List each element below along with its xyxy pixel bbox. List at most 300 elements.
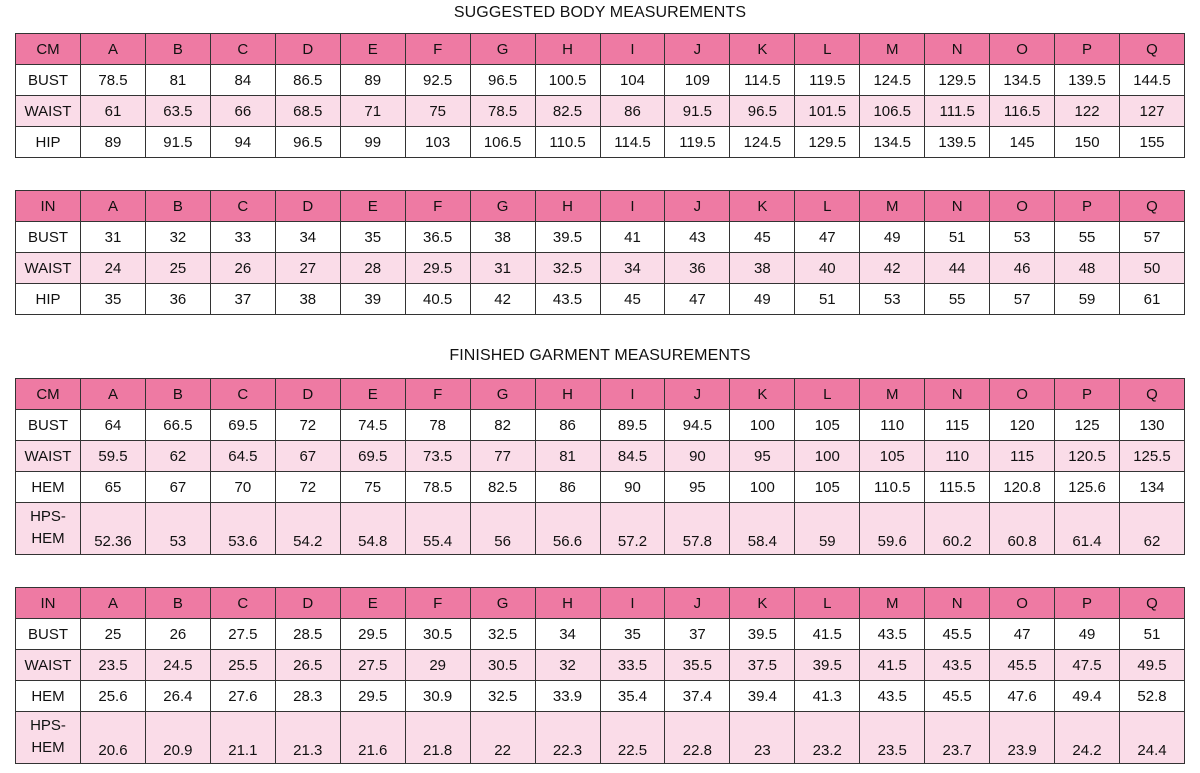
size-header-cell: E	[340, 34, 405, 65]
header-row	[16, 191, 1185, 222]
table-row	[16, 650, 1185, 681]
value-cell: 20.9	[145, 712, 210, 764]
size-header-cell: H	[535, 379, 600, 410]
size-header-cell: M	[860, 379, 925, 410]
size-header-cell: L	[795, 588, 860, 619]
value-cell: 58.4	[730, 503, 795, 555]
size-header-cell: F	[405, 34, 470, 65]
value-cell: 49.5	[1120, 650, 1185, 681]
value-cell: 53	[860, 284, 925, 315]
value-cell: 39.5	[795, 650, 860, 681]
value-cell: 94	[210, 127, 275, 158]
value-cell: 47.5	[1055, 650, 1120, 681]
value-cell: 120.8	[990, 472, 1055, 503]
value-cell: 71	[340, 96, 405, 127]
value-cell: 86	[535, 410, 600, 441]
value-cell: 106.5	[470, 127, 535, 158]
unit-header-cell: CM	[16, 34, 81, 65]
value-cell: 105	[795, 472, 860, 503]
size-header-cell: L	[795, 34, 860, 65]
value-cell: 134	[1120, 472, 1185, 503]
value-cell: 32.5	[470, 619, 535, 650]
value-cell: 31	[81, 222, 146, 253]
value-cell: 100	[730, 410, 795, 441]
size-header-cell: O	[990, 34, 1055, 65]
size-header-cell: N	[925, 191, 990, 222]
size-header-cell: B	[145, 379, 210, 410]
value-cell: 72	[275, 410, 340, 441]
value-cell: 57	[990, 284, 1055, 315]
value-cell: 44	[925, 253, 990, 284]
value-cell: 115	[925, 410, 990, 441]
table-row	[16, 441, 1185, 472]
value-cell: 57.8	[665, 503, 730, 555]
table-row	[16, 681, 1185, 712]
value-cell: 115	[990, 441, 1055, 472]
size-header-cell: B	[145, 191, 210, 222]
value-cell: 26	[210, 253, 275, 284]
value-cell: 99	[340, 127, 405, 158]
value-cell: 40.5	[405, 284, 470, 315]
value-cell: 27.6	[210, 681, 275, 712]
size-header-cell: E	[340, 379, 405, 410]
value-cell: 25	[81, 619, 146, 650]
size-header-cell: A	[81, 379, 146, 410]
size-header-cell: Q	[1120, 379, 1185, 410]
value-cell: 35.5	[665, 650, 730, 681]
size-header-cell: D	[275, 588, 340, 619]
value-cell: 20.6	[81, 712, 146, 764]
size-header-cell: C	[210, 379, 275, 410]
value-cell: 110	[860, 410, 925, 441]
value-cell: 48	[1055, 253, 1120, 284]
size-header-cell: F	[405, 379, 470, 410]
value-cell: 116.5	[990, 96, 1055, 127]
value-cell: 74.5	[340, 410, 405, 441]
value-cell: 25.6	[81, 681, 146, 712]
value-cell: 59.5	[81, 441, 146, 472]
value-cell: 105	[795, 410, 860, 441]
table-row	[16, 472, 1185, 503]
row-label-cell: WAIST	[16, 96, 81, 127]
value-cell: 69.5	[210, 410, 275, 441]
value-cell: 110	[925, 441, 990, 472]
value-cell: 30.5	[470, 650, 535, 681]
value-cell: 139.5	[1055, 65, 1120, 96]
value-cell: 27.5	[210, 619, 275, 650]
value-cell: 35	[340, 222, 405, 253]
value-cell: 29.5	[340, 681, 405, 712]
value-cell: 26	[145, 619, 210, 650]
value-cell: 32.5	[535, 253, 600, 284]
value-cell: 122	[1055, 96, 1120, 127]
value-cell: 55	[1055, 222, 1120, 253]
header-row	[16, 34, 1185, 65]
size-header-cell: J	[665, 191, 730, 222]
value-cell: 33.5	[600, 650, 665, 681]
size-header-cell: K	[730, 588, 795, 619]
value-cell: 41	[600, 222, 665, 253]
value-cell: 56	[470, 503, 535, 555]
value-cell: 109	[665, 65, 730, 96]
value-cell: 27	[275, 253, 340, 284]
value-cell: 27.5	[340, 650, 405, 681]
value-cell: 78	[405, 410, 470, 441]
value-cell: 38	[470, 222, 535, 253]
size-header-cell: I	[600, 34, 665, 65]
row-label-cell: HEM	[16, 472, 81, 503]
value-cell: 150	[1055, 127, 1120, 158]
size-header-cell: G	[470, 379, 535, 410]
value-cell: 54.8	[340, 503, 405, 555]
value-cell: 25	[145, 253, 210, 284]
value-cell: 21.3	[275, 712, 340, 764]
value-cell: 130	[1120, 410, 1185, 441]
size-header-cell: H	[535, 191, 600, 222]
value-cell: 31	[470, 253, 535, 284]
size-header-cell: K	[730, 379, 795, 410]
value-cell: 28.3	[275, 681, 340, 712]
value-cell: 134.5	[990, 65, 1055, 96]
value-cell: 55.4	[405, 503, 470, 555]
value-cell: 59.6	[860, 503, 925, 555]
table-garment-cm	[15, 378, 1185, 555]
table-row	[16, 253, 1185, 284]
value-cell: 64.5	[210, 441, 275, 472]
value-cell: 57.2	[600, 503, 665, 555]
value-cell: 45	[730, 222, 795, 253]
value-cell: 24.5	[145, 650, 210, 681]
value-cell: 26.4	[145, 681, 210, 712]
row-label-cell: HEM	[16, 681, 81, 712]
value-cell: 46	[990, 253, 1055, 284]
value-cell: 49	[730, 284, 795, 315]
value-cell: 139.5	[925, 127, 990, 158]
value-cell: 37.4	[665, 681, 730, 712]
value-cell: 67	[275, 441, 340, 472]
value-cell: 95	[665, 472, 730, 503]
value-cell: 21.1	[210, 712, 275, 764]
value-cell: 38	[275, 284, 340, 315]
value-cell: 114.5	[730, 65, 795, 96]
value-cell: 52.8	[1120, 681, 1185, 712]
value-cell: 53	[145, 503, 210, 555]
size-header-cell: I	[600, 379, 665, 410]
value-cell: 53.6	[210, 503, 275, 555]
value-cell: 70	[210, 472, 275, 503]
value-cell: 111.5	[925, 96, 990, 127]
size-header-cell: P	[1055, 34, 1120, 65]
size-header-cell: C	[210, 588, 275, 619]
value-cell: 110.5	[535, 127, 600, 158]
value-cell: 47	[665, 284, 730, 315]
value-cell: 81	[535, 441, 600, 472]
value-cell: 104	[600, 65, 665, 96]
table-row	[16, 712, 1185, 764]
value-cell: 100	[730, 472, 795, 503]
value-cell: 32	[145, 222, 210, 253]
value-cell: 23.5	[81, 650, 146, 681]
table-row	[16, 222, 1185, 253]
size-header-cell: H	[535, 588, 600, 619]
value-cell: 59	[1055, 284, 1120, 315]
row-label-line: HEM	[31, 530, 65, 547]
size-header-cell: F	[405, 191, 470, 222]
size-header-cell: A	[81, 34, 146, 65]
row-label-cell: WAIST	[16, 650, 81, 681]
value-cell: 144.5	[1120, 65, 1185, 96]
unit-header-cell: IN	[16, 191, 81, 222]
size-header-cell: G	[470, 34, 535, 65]
value-cell: 38	[730, 253, 795, 284]
value-cell: 86	[600, 96, 665, 127]
size-header-cell: K	[730, 191, 795, 222]
value-cell: 40	[795, 253, 860, 284]
value-cell: 119.5	[665, 127, 730, 158]
value-cell: 23	[730, 712, 795, 764]
size-header-cell: J	[665, 34, 730, 65]
value-cell: 56.6	[535, 503, 600, 555]
value-cell: 35	[600, 619, 665, 650]
value-cell: 45	[600, 284, 665, 315]
value-cell: 103	[405, 127, 470, 158]
size-header-cell: P	[1055, 588, 1120, 619]
value-cell: 50	[1120, 253, 1185, 284]
table-body-cm	[15, 33, 1185, 158]
value-cell: 86.5	[275, 65, 340, 96]
value-cell: 32	[535, 650, 600, 681]
size-header-cell: P	[1055, 191, 1120, 222]
value-cell: 84.5	[600, 441, 665, 472]
value-cell: 124.5	[860, 65, 925, 96]
value-cell: 82.5	[470, 472, 535, 503]
value-cell: 41.3	[795, 681, 860, 712]
value-cell: 22.5	[600, 712, 665, 764]
value-cell: 34	[600, 253, 665, 284]
value-cell: 100.5	[535, 65, 600, 96]
value-cell: 101.5	[795, 96, 860, 127]
value-cell: 115.5	[925, 472, 990, 503]
size-header-cell: J	[665, 588, 730, 619]
size-header-cell: D	[275, 191, 340, 222]
size-header-cell: N	[925, 34, 990, 65]
value-cell: 94.5	[665, 410, 730, 441]
value-cell: 23.5	[860, 712, 925, 764]
table-row	[16, 96, 1185, 127]
value-cell: 125	[1055, 410, 1120, 441]
value-cell: 53	[990, 222, 1055, 253]
row-label-cell: HIP	[16, 127, 81, 158]
value-cell: 30.9	[405, 681, 470, 712]
table-row	[16, 410, 1185, 441]
row-label-cell: BUST	[16, 222, 81, 253]
row-label-line: HPS-	[30, 508, 66, 525]
value-cell: 96.5	[470, 65, 535, 96]
value-cell: 95	[730, 441, 795, 472]
value-cell: 60.8	[990, 503, 1055, 555]
value-cell: 36.5	[405, 222, 470, 253]
size-header-cell: P	[1055, 379, 1120, 410]
size-header-cell: M	[860, 588, 925, 619]
size-header-cell: B	[145, 34, 210, 65]
value-cell: 45.5	[990, 650, 1055, 681]
value-cell: 55	[925, 284, 990, 315]
value-cell: 22	[470, 712, 535, 764]
value-cell: 49.4	[1055, 681, 1120, 712]
value-cell: 73.5	[405, 441, 470, 472]
value-cell: 61.4	[1055, 503, 1120, 555]
size-header-cell: Q	[1120, 34, 1185, 65]
value-cell: 39.5	[730, 619, 795, 650]
unit-header-cell: IN	[16, 588, 81, 619]
value-cell: 39	[340, 284, 405, 315]
value-cell: 86	[535, 472, 600, 503]
value-cell: 23.9	[990, 712, 1055, 764]
size-header-cell: E	[340, 588, 405, 619]
size-header-cell: E	[340, 191, 405, 222]
value-cell: 59	[795, 503, 860, 555]
value-cell: 29.5	[340, 619, 405, 650]
value-cell: 91.5	[665, 96, 730, 127]
value-cell: 110.5	[860, 472, 925, 503]
row-label-cell	[16, 503, 81, 555]
value-cell: 28.5	[275, 619, 340, 650]
row-label-cell: HIP	[16, 284, 81, 315]
value-cell: 51	[1120, 619, 1185, 650]
value-cell: 33.9	[535, 681, 600, 712]
value-cell: 134.5	[860, 127, 925, 158]
value-cell: 28	[340, 253, 405, 284]
value-cell: 62	[1120, 503, 1185, 555]
value-cell: 45.5	[925, 681, 990, 712]
value-cell: 45.5	[925, 619, 990, 650]
value-cell: 61	[81, 96, 146, 127]
value-cell: 21.6	[340, 712, 405, 764]
value-cell: 90	[665, 441, 730, 472]
value-cell: 78.5	[405, 472, 470, 503]
value-cell: 120	[990, 410, 1055, 441]
value-cell: 23.7	[925, 712, 990, 764]
value-cell: 106.5	[860, 96, 925, 127]
value-cell: 41.5	[860, 650, 925, 681]
value-cell: 63.5	[145, 96, 210, 127]
size-header-cell: M	[860, 34, 925, 65]
value-cell: 21.8	[405, 712, 470, 764]
value-cell: 37	[665, 619, 730, 650]
row-label-cell	[16, 712, 81, 764]
value-cell: 89	[340, 65, 405, 96]
size-header-cell: Q	[1120, 588, 1185, 619]
row-label-cell: WAIST	[16, 253, 81, 284]
size-header-cell: G	[470, 191, 535, 222]
value-cell: 66.5	[145, 410, 210, 441]
value-cell: 41.5	[795, 619, 860, 650]
value-cell: 155	[1120, 127, 1185, 158]
value-cell: 47.6	[990, 681, 1055, 712]
value-cell: 96.5	[275, 127, 340, 158]
value-cell: 51	[925, 222, 990, 253]
size-header-cell: N	[925, 379, 990, 410]
value-cell: 49	[1055, 619, 1120, 650]
value-cell: 24	[81, 253, 146, 284]
size-header-cell: O	[990, 191, 1055, 222]
value-cell: 78.5	[470, 96, 535, 127]
size-header-cell: D	[275, 379, 340, 410]
value-cell: 124.5	[730, 127, 795, 158]
value-cell: 105	[860, 441, 925, 472]
value-cell: 34	[535, 619, 600, 650]
size-header-cell: L	[795, 191, 860, 222]
value-cell: 68.5	[275, 96, 340, 127]
value-cell: 39.5	[535, 222, 600, 253]
value-cell: 127	[1120, 96, 1185, 127]
section-title-garment: FINISHED GARMENT MEASUREMENTS	[449, 347, 751, 364]
size-header-cell: F	[405, 588, 470, 619]
value-cell: 77	[470, 441, 535, 472]
value-cell: 72	[275, 472, 340, 503]
value-cell: 96.5	[730, 96, 795, 127]
value-cell: 89.5	[600, 410, 665, 441]
value-cell: 66	[210, 96, 275, 127]
value-cell: 120.5	[1055, 441, 1120, 472]
value-cell: 145	[990, 127, 1055, 158]
size-header-cell: C	[210, 34, 275, 65]
value-cell: 75	[340, 472, 405, 503]
value-cell: 33	[210, 222, 275, 253]
value-cell: 43.5	[535, 284, 600, 315]
value-cell: 82	[470, 410, 535, 441]
value-cell: 39.4	[730, 681, 795, 712]
value-cell: 43.5	[925, 650, 990, 681]
header-row	[16, 588, 1185, 619]
value-cell: 43	[665, 222, 730, 253]
value-cell: 26.5	[275, 650, 340, 681]
value-cell: 24.4	[1120, 712, 1185, 764]
value-cell: 23.2	[795, 712, 860, 764]
value-cell: 52.36	[81, 503, 146, 555]
value-cell: 37.5	[730, 650, 795, 681]
value-cell: 47	[990, 619, 1055, 650]
value-cell: 35.4	[600, 681, 665, 712]
size-header-cell: I	[600, 588, 665, 619]
value-cell: 61	[1120, 284, 1185, 315]
size-header-cell: I	[600, 191, 665, 222]
value-cell: 36	[145, 284, 210, 315]
size-header-cell: O	[990, 379, 1055, 410]
value-cell: 125.6	[1055, 472, 1120, 503]
value-cell: 60.2	[925, 503, 990, 555]
size-header-cell: N	[925, 588, 990, 619]
value-cell: 34	[275, 222, 340, 253]
size-header-cell: Q	[1120, 191, 1185, 222]
size-header-cell: A	[81, 191, 146, 222]
row-label-line: HEM	[31, 739, 65, 756]
value-cell: 119.5	[795, 65, 860, 96]
table-row	[16, 127, 1185, 158]
value-cell: 91.5	[145, 127, 210, 158]
row-label-line: HPS-	[30, 717, 66, 734]
value-cell: 92.5	[405, 65, 470, 96]
table-garment-in	[15, 587, 1185, 764]
size-header-cell: K	[730, 34, 795, 65]
value-cell: 90	[600, 472, 665, 503]
value-cell: 129.5	[795, 127, 860, 158]
value-cell: 25.5	[210, 650, 275, 681]
value-cell: 43.5	[860, 619, 925, 650]
section-title-body: SUGGESTED BODY MEASUREMENTS	[453, 4, 747, 21]
size-header-cell: B	[145, 588, 210, 619]
value-cell: 57	[1120, 222, 1185, 253]
